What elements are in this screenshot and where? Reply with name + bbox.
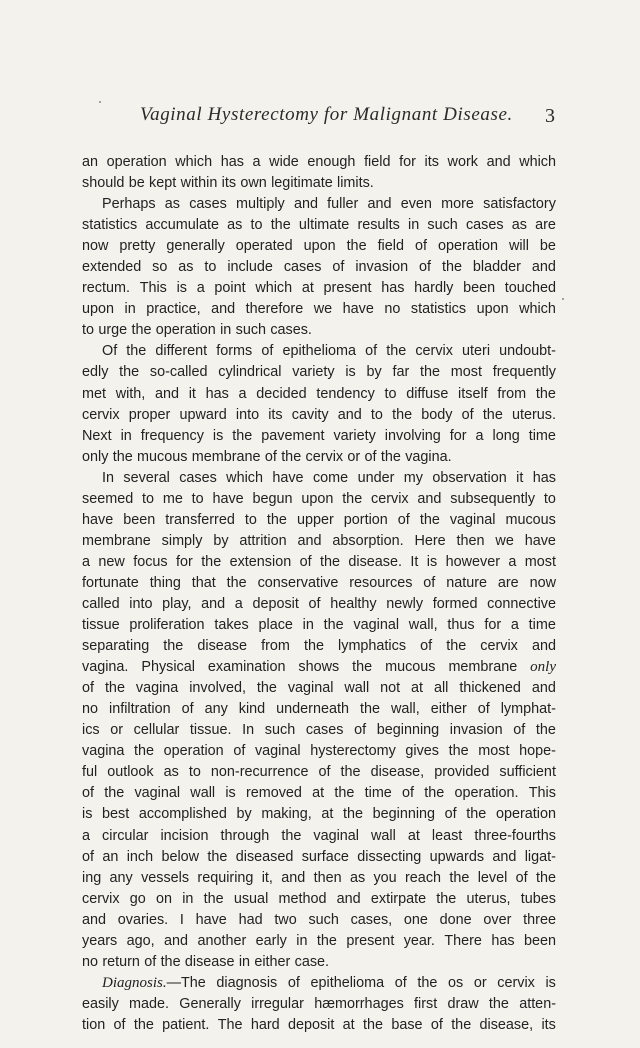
text-line: now pretty generally operated upon the field of operation will be <box>82 238 556 255</box>
text-line: membrane simply by attrition and absorption. Here then we have <box>82 532 556 549</box>
text-line: no return of the disease in either case. <box>82 953 330 970</box>
text-line: fortunate thing that the conservative resources of nature are now <box>82 574 556 591</box>
text-line: a circular incision through the vaginal wall at least three-fourths <box>82 827 556 844</box>
text-line: cervix go on in the usual method and extirpate the uterus, tubes <box>82 890 556 907</box>
text-line: of an inch below the diseased surface dissecting upwards and ligat- <box>82 848 556 865</box>
text-line: Perhaps as cases multiply and fuller and even more satisfactory <box>102 196 556 213</box>
paper-speck <box>99 101 101 103</box>
text-line: years ago, and another early in the present year. There has been <box>82 932 556 949</box>
text-line: cervix proper upward into its cavity and to the body of the uterus. <box>82 406 556 423</box>
text-line: Of the different forms of epithelioma of the cervix uteri undoubt- <box>102 343 556 360</box>
text-line: upon in practice, and therefore we have no statistics upon which <box>82 301 556 318</box>
text-line: tissue proliferation takes place in the vaginal wall, thus for a time <box>82 617 556 634</box>
text-line: no infiltration of any kind underneath the wall, either of lymphat- <box>82 701 556 718</box>
running-head <box>0 104 640 134</box>
text-line: separating the disease from the lymphatics of the cervix and <box>82 638 556 655</box>
text-line: extended so as to include cases of invasion of the bladder and <box>82 259 556 276</box>
text-line: Diagnosis.—The diagnosis of epithelioma of the os or cervix is <box>102 974 556 991</box>
text-line: ing any vessels requiring it, and then as you reach the level of the <box>82 869 556 886</box>
text-line: easily made. Generally irregular hæmorrhages first draw the atten- <box>82 995 556 1012</box>
text-line: vagina the operation of vaginal hysterectomy gives the most hope- <box>82 743 556 760</box>
text-line: vagina. Physical examination shows the mucous membrane only <box>82 659 556 676</box>
text-line: should be kept within its own legitimate limits. <box>82 175 374 192</box>
text-line: a new focus for the extension of the disease. It is however a most <box>82 553 556 570</box>
text-line: met with, and it has a decided tendency to diffuse itself from the <box>82 385 556 402</box>
text-line: of the vagina involved, the vaginal wall not at all thickened and <box>82 680 556 697</box>
text-line: ful outlook as to non-recurrence of the disease, provided sufficient <box>82 764 556 781</box>
body-text <box>82 152 556 1036</box>
text-line: rectum. This is a point which at present has hardly been touched <box>82 280 556 297</box>
text-line: to urge the operation in such cases. <box>82 322 312 339</box>
text-line: tion of the patient. The hard deposit at the base of the disease, its <box>82 1016 556 1033</box>
text-line: In several cases which have come under my observation it has <box>102 469 556 486</box>
text-line: seemed to me to have begun upon the cervix and subsequently to <box>82 490 556 507</box>
text-line: an operation which has a wide enough field for its work and which <box>82 154 556 170</box>
text-line: only the mucous membrane of the cervix or of the vagina. <box>82 448 452 465</box>
paper-speck <box>562 298 564 300</box>
text-line: Next in frequency is the pavement variety involving for a long time <box>82 427 556 444</box>
text-line: have been transferred to the upper portion of the vaginal mucous <box>82 511 556 528</box>
text-line: ics or cellular tissue. In such cases of beginning invasion of the <box>82 722 556 739</box>
text-line: statistics accumulate as to the ultimate results in such cases as are <box>82 217 556 234</box>
text-line: edly the so-called cylindrical variety is by far the most frequently <box>82 364 556 381</box>
running-title: Vaginal Hysterectomy for Malignant Disease. <box>140 104 513 125</box>
text-line: is best accomplished by making, at the beginning of the operation <box>82 806 556 823</box>
page-number: 3 <box>545 105 555 127</box>
text-line: of the vaginal wall is removed at the time of the operation. This <box>82 785 556 802</box>
text-line: called into play, and a deposit of healthy newly formed connective <box>82 595 556 612</box>
text-line: and ovaries. I have had two such cases, one done over three <box>82 911 556 928</box>
